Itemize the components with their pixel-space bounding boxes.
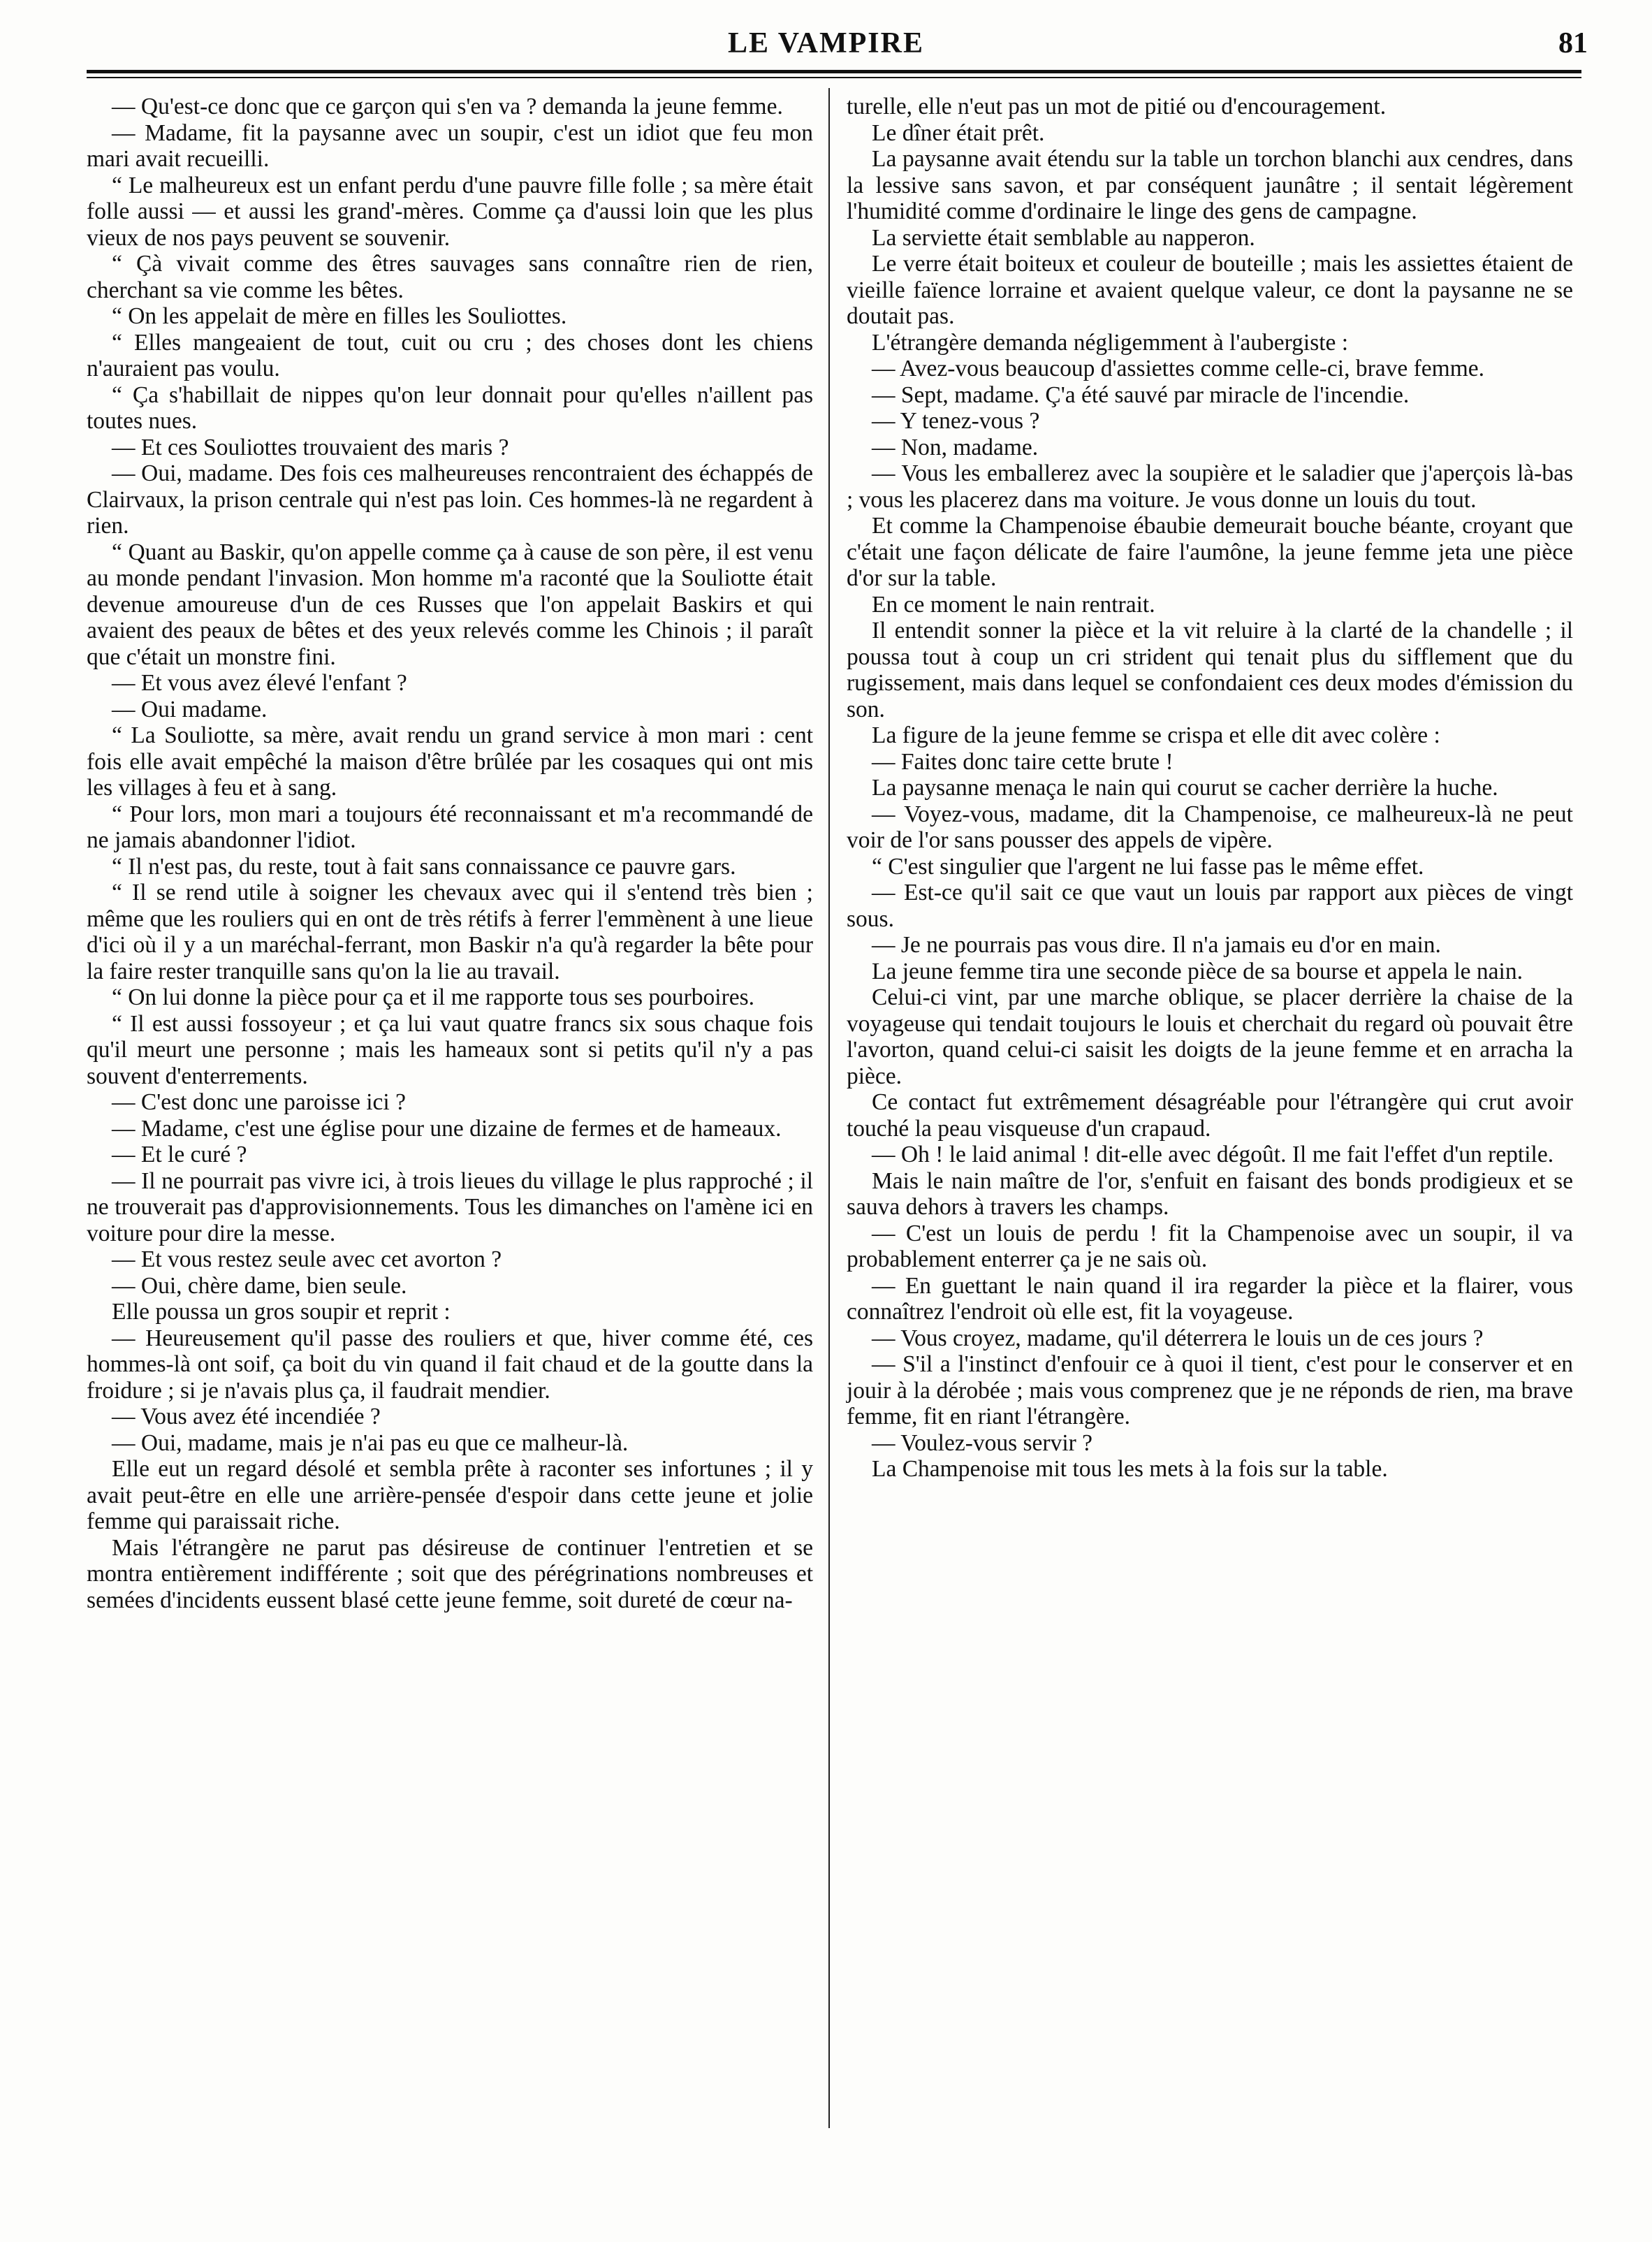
paragraph: Mais l'étrangère ne parut pas désireuse de continuer l'entretien et se montra entièrement indifférente ; soit que des pérégrinations nombreuses et semées d'incidents eussent blasé cette jeune femme, soit dureté de cœur na- bbox=[87, 1534, 813, 1613]
paragraph: “ On lui donne la pièce pour ça et il me rapporte tous ses pourboires. bbox=[112, 984, 755, 1010]
paragraph: L'étrangère demanda négligemment à l'aubergiste : bbox=[872, 329, 1349, 356]
paragraph: — En guettant le nain quand il ira regarder la pièce et la flairer, vous connaîtrez l'endroit où elle est, fit la voyageuse. bbox=[847, 1272, 1573, 1325]
paragraph: — Je ne pourrais pas vous dire. Il n'a jamais eu d'or en main. bbox=[872, 932, 1441, 958]
paragraph: — Avez-vous beaucoup d'assiettes comme celle-ci, brave femme. bbox=[872, 356, 1485, 381]
column-divider bbox=[828, 88, 830, 2128]
paragraph: — Heureusement qu'il passe des rouliers et que, hiver comme été, ces hommes-là ont soif, ça boit du vin quand il fait chaud et de la goutte dans la froidure ; si je n'avais plus ça, il faudrait mendier. bbox=[87, 1325, 813, 1404]
paragraph: “ Il est aussi fossoyeur ; et ça lui vaut quatre francs six sous chaque fois qu'il meurt une personne ; mais les hameaux sont si petits qu'il n'y a pas souvent d'enterrements. bbox=[87, 1010, 813, 1089]
paragraph: — Est-ce qu'il sait ce que vaut un louis par rapport aux pièces de vingt sous. bbox=[847, 880, 1573, 932]
paragraph: “ Çà vivait comme des êtres sauvages sans connaître rien de rien, cherchant sa vie comme les bêtes. bbox=[87, 251, 813, 303]
paragraph: Mais le nain maître de l'or, s'enfuit en faisant des bonds prodigieux et se sauva dehors à travers les champs. bbox=[847, 1167, 1573, 1220]
paragraph: — Voyez-vous, madame, dit la Champenoise, ce malheureux-là ne peut voir de l'or sans pousser des appels de vipère. bbox=[847, 801, 1573, 853]
paragraph: — Voulez-vous servir ? bbox=[872, 1429, 1093, 1456]
paragraph: — Oui, madame. Des fois ces malheureuses rencontraient des échappés de Clairvaux, la prison centrale qui n'est pas loin. Ces hommes-là ne regardent à rien. bbox=[87, 460, 813, 539]
paragraph: Elle eut un regard désolé et sembla prête à raconter ses infortunes ; il y avait peut-être en elle une arrière-pensée d'espoir dans cette jeune et jolie femme qui paraissait riche. bbox=[87, 1456, 813, 1534]
paragraph: La paysanne avait étendu sur la table un torchon blanchi aux cendres, dans la lessive sans savon, et par conséquent jaunâtre ; il sentait légèrement l'humidité comme d'ordinaire le linge des gens de campagne. bbox=[847, 146, 1573, 224]
paragraph: — Et ces Souliottes trouvaient des maris ? bbox=[112, 434, 509, 460]
paragraph: — S'il a l'instinct d'enfouir ce à quoi il tient, c'est pour le conserver et en jouir à la dérobée ; mais vous comprenez que je ne réponds de rien, ma brave femme, fit en riant l'étrangère. bbox=[847, 1351, 1573, 1429]
paragraph: En ce moment le nain rentrait. bbox=[872, 591, 1155, 618]
paragraph: — Y tenez-vous ? bbox=[872, 408, 1040, 434]
paragraph: “ C'est singulier que l'argent ne lui fasse pas le même effet. bbox=[872, 853, 1424, 880]
paragraph: Elle poussa un gros soupir et reprit : bbox=[112, 1299, 451, 1325]
paragraph: Ce contact fut extrêmement désagréable pour l'étrangère qui crut avoir touché la peau visqueuse d'un crapaud. bbox=[847, 1089, 1573, 1142]
paragraph: Le verre était boiteux et couleur de bouteille ; mais les assiettes étaient de vieille faïence lorraine et avaient quelque valeur, ce dont la paysanne ne se doutait pas. bbox=[847, 251, 1573, 329]
paragraph: — Non, madame. bbox=[872, 434, 1039, 460]
paragraph: — Madame, c'est une église pour une dizaine de fermes et de hameaux. bbox=[112, 1115, 782, 1142]
paragraph: “ Ça s'habillait de nippes qu'on leur donnait pour qu'elles n'aillent pas toutes nues. bbox=[87, 381, 813, 434]
paragraph: — Sept, madame. Ç'a été sauvé par miracle de l'incendie. bbox=[872, 381, 1410, 408]
page-number: 81 bbox=[1558, 27, 1588, 59]
paragraph: — Et vous restez seule avec cet avorton ? bbox=[112, 1246, 502, 1272]
paragraph: La serviette était semblable au napperon. bbox=[872, 224, 1255, 251]
paragraph: “ La Souliotte, sa mère, avait rendu un grand service à mon mari : cent fois elle avait empêché la maison d'être brûlée par les cosaques qui ont mis les villages à feu et à sang. bbox=[87, 722, 813, 801]
paragraph: “ Pour lors, mon mari a toujours été reconnaissant et m'a recommandé de ne jamais abandonner l'idiot. bbox=[87, 801, 813, 853]
right-column bbox=[847, 94, 1573, 1483]
header-rule-thin bbox=[87, 77, 1581, 78]
paragraph: — Oui, madame, mais je n'ai pas eu que ce malheur-là. bbox=[112, 1429, 629, 1456]
paragraph-continuation: turelle, elle n'eut pas un mot de pitié ou d'encouragement. bbox=[847, 94, 1387, 119]
paragraph: — Oui madame. bbox=[112, 696, 268, 722]
paragraph: La figure de la jeune femme se crispa et elle dit avec colère : bbox=[872, 722, 1440, 748]
paragraph: — Qu'est-ce donc que ce garçon qui s'en va ? demanda la jeune femme. bbox=[112, 94, 783, 119]
paragraph: La paysanne menaça le nain qui courut se cacher derrière la huche. bbox=[872, 775, 1498, 801]
paragraph: — Madame, fit la paysanne avec un soupir, c'est un idiot que feu mon mari avait recueilli. bbox=[87, 119, 813, 172]
paragraph: — Il ne pourrait pas vivre ici, à trois lieues du village le plus rapproché ; il ne trouverait pas d'approvisionnements. Tous les dimanches on l'amène ici en voiture pour dire la messe. bbox=[87, 1167, 813, 1246]
paragraph: — C'est un louis de perdu ! fit la Champenoise avec un soupir, il va probablement enterrer ça je ne sais où. bbox=[847, 1220, 1573, 1272]
paragraph: — Oui, chère dame, bien seule. bbox=[112, 1272, 407, 1299]
paragraph: Le dîner était prêt. bbox=[872, 119, 1045, 146]
paragraph: “ On les appelait de mère en filles les Souliottes. bbox=[112, 303, 567, 329]
paragraph: — Et le curé ? bbox=[112, 1142, 247, 1167]
paragraph: — Vous croyez, madame, qu'il déterrera le louis un de ces jours ? bbox=[872, 1325, 1484, 1351]
paragraph: — Faites donc taire cette brute ! bbox=[872, 748, 1174, 775]
paragraph: — Vous avez été incendiée ? bbox=[112, 1404, 381, 1429]
header-rule-thick bbox=[87, 70, 1581, 73]
paragraph: La jeune femme tira une seconde pièce de sa bourse et appela le nain. bbox=[872, 958, 1523, 984]
paragraph: “ Elles mangeaient de tout, cuit ou cru ; des choses dont les chiens n'auraient pas voulu. bbox=[87, 329, 813, 381]
paragraph: — Oh ! le laid animal ! dit-elle avec dégoût. Il me fait l'effet d'un reptile. bbox=[872, 1142, 1554, 1167]
paragraph: La Champenoise mit tous les mets à la fois sur la table. bbox=[872, 1456, 1388, 1482]
paragraph: Il entendit sonner la pièce et la vit reluire à la clarté de la chandelle ; il poussa tout à coup un cri strident qui tenait plus du sifflement que du rugissement, mais dans lequel se confondaient ces deux modes d'émission du son. bbox=[847, 618, 1573, 722]
paragraph: “ Il se rend utile à soigner les chevaux avec qui il s'entend très bien ; même que les rouliers qui en ont de très rétifs à ferrer l'emmènent à une lieue d'ici où il y a un maréchal-ferrant, mon Baskir n'a qu'à regarder la bête pour la faire rester tranquille sans qu'on la lie au travail. bbox=[87, 880, 813, 984]
paragraph: “ Le malheureux est un enfant perdu d'une pauvre fille folle ; sa mère était folle aussi — et aussi les grand'-mères. Comme ça d'aussi loin que les plus vieux de nos pays peuvent se souvenir. bbox=[87, 172, 813, 251]
paragraph: “ Quant au Baskir, qu'on appelle comme ça à cause de son père, il est venu au monde pendant l'invasion. Mon homme m'a raconté que la Souliotte était devenue amoureuse d'un de ces Russes que l'on appelait Baskirs et qui avaient des peaux de bêtes et des yeux relevés comme les Chinois ; il paraît que c'était un monstre fini. bbox=[87, 539, 813, 670]
running-title: LE VAMPIRE bbox=[727, 27, 924, 59]
paragraph: “ Il n'est pas, du reste, tout à fait sans connaissance ce pauvre gars. bbox=[112, 853, 736, 880]
paragraph: Et comme la Champenoise ébaubie demeurait bouche béante, croyant que c'était une façon délicate de faire l'aumône, la jeune femme jeta une pièce d'or sur la table. bbox=[847, 513, 1573, 591]
paragraph: — Vous les emballerez avec la soupière et le saladier que j'aperçois là-bas ; vous les placerez dans ma voiture. Je vous donne un louis du tout. bbox=[847, 460, 1573, 513]
paragraph: Celui-ci vint, par une marche oblique, se placer derrière la chaise de la voyageuse qui tendait toujours le louis et cherchait du regard où pouvait être l'avorton, quand celui-ci saisit les doigts de la jeune femme et en arracha la pièce. bbox=[847, 984, 1573, 1089]
paragraph: — C'est donc une paroisse ici ? bbox=[112, 1089, 406, 1115]
left-column bbox=[87, 94, 813, 1613]
paragraph: — Et vous avez élevé l'enfant ? bbox=[112, 670, 407, 696]
